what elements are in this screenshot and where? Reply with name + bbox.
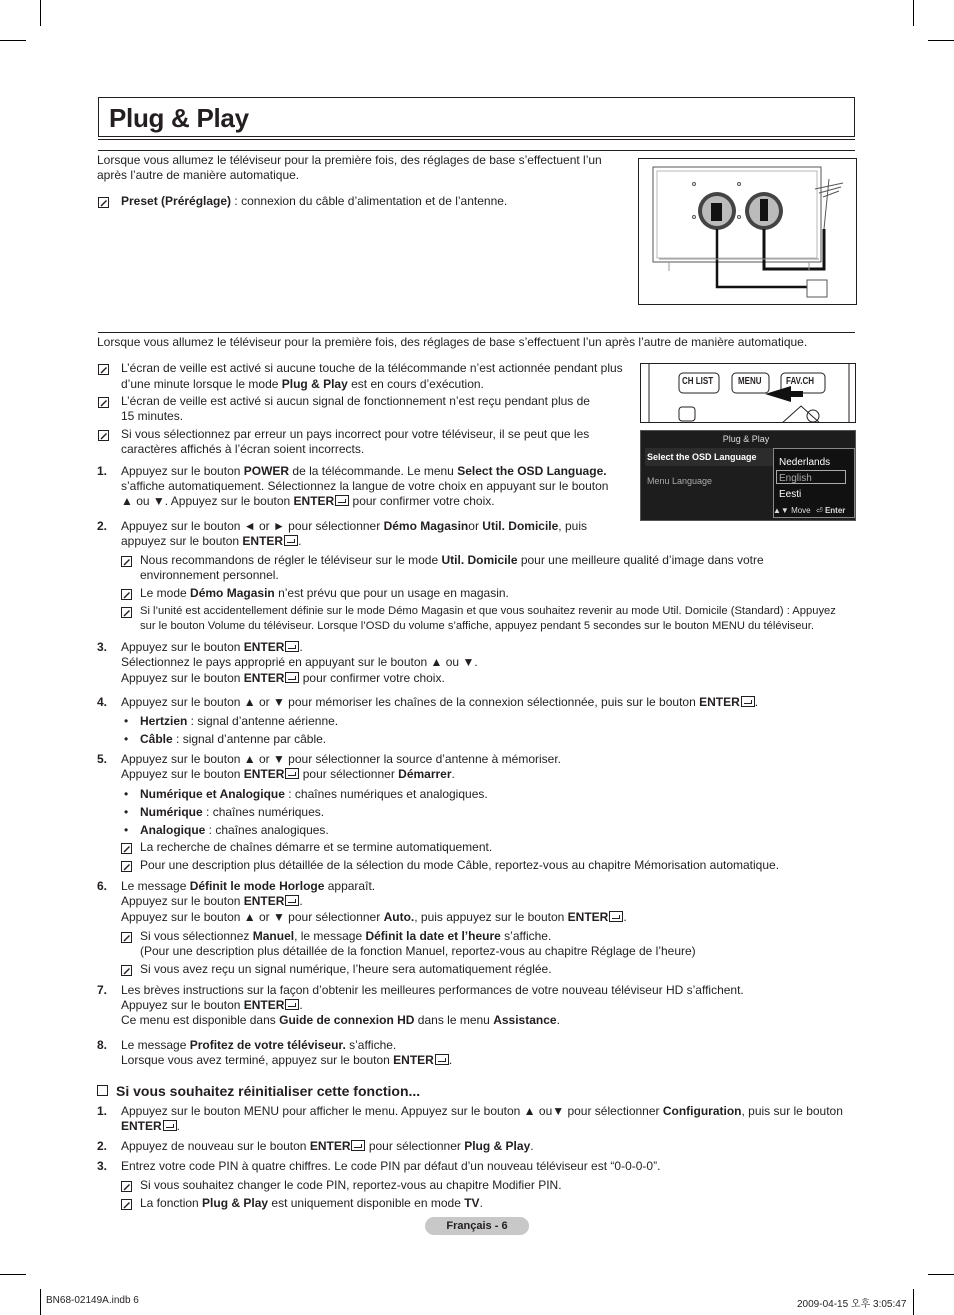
note-text: 15 minutes. [121,409,184,423]
step-text: ENTER . [121,1119,181,1133]
step-number: 5. [97,752,108,766]
note-text: Si l’unité est accidentellement définie sur le mode Démo Magasin et que vous souhaitez revenir au mode Util. Domicile (Standard) : Appuyez [140,605,836,617]
fav-ch-button: FAV.CH [786,376,815,387]
note-text: Nous recommandons de régler le téléviseur sur le mode Util. Domicile pour une meilleure qualité d’image dans votre [140,553,764,567]
note-icon [121,843,132,854]
step-number: 4. [97,695,108,709]
note-icon [121,965,132,976]
note-text: La fonction Plug & Play est uniquement disponible en mode TV. [140,1196,483,1210]
step-number: 1. [97,1104,108,1118]
enter-icon [741,696,755,707]
print-date-label: 2009-04-15 오후 3:05:47 [797,1299,907,1310]
osd-label: Select the OSD Language [647,452,757,462]
page-title-box [98,97,855,137]
step-text: Entrez votre code PIN à quatre chiffres. Le code PIN par défaut d’un nouveau téléviseur est “0-0-0-0”. [121,1159,661,1173]
page-title: Plug & Play [109,103,249,133]
step-text: Appuyez sur le bouton ENTER . [121,640,303,654]
enter-icon [285,895,299,906]
step-text: Le message Profitez de votre téléviseur. s’affiche. [121,1038,397,1052]
note-text: L’écran de veille est activé si aucune touche de la télécommande n’est actionnée pendant plus [121,361,623,375]
enter-icon [285,999,299,1010]
enter-icon [285,768,299,779]
step-text: Sélectionnez le pays approprié en appuyant sur le bouton ▲ ou ▼. [121,655,478,669]
step-number: 3. [97,640,108,654]
divider [98,139,855,140]
osd-title: Plug & Play [722,434,770,444]
note-text: sur le bouton Volume du téléviseur. Lorsque l’OSD du volume s’affiche, appuyez pendant 5 secondes sur le bouton MENU du téléviseur. [140,620,814,632]
bullet-text: Numérique : chaînes numériques. [140,805,325,819]
osd-option: Eesti [779,489,802,500]
osd-enter-hint: ⏎ Enter [816,506,846,515]
bullet-text: Numérique et Analogique : chaînes numériques et analogiques. [140,787,488,801]
osd-option: Nederlands [779,457,831,468]
intro-line: Lorsque vous allumez le téléviseur pour la première fois, des réglages de base s’effectuent l’un [97,153,602,167]
bullet-dot: • [124,805,129,819]
step-text: Appuyez sur le bouton ENTER pour sélectionner Démarrer. [121,767,455,781]
step-text: Appuyez sur le bouton ▲ or ▼ pour sélectionner la source d’antenne à mémoriser. [121,752,561,766]
step-number: 1. [97,464,108,478]
note-icon [98,364,109,375]
section-intro: Lorsque vous allumez le téléviseur pour la première fois, des réglages de base s’effectuent l’un après l’autre de manière automatique. [97,335,808,349]
bullet-text: Câble : signal d’antenne par câble. [140,732,327,746]
bullet-dot: • [124,714,129,728]
step-text: Appuyez sur le bouton POWER de la télécommande. Le menu Select the OSD Language. [121,464,607,478]
crop-mark [0,1274,26,1275]
crop-mark [913,0,914,26]
checkbox-icon [97,1085,108,1096]
crop-mark [0,40,26,41]
note-icon [121,861,132,872]
bullet-dot: • [124,823,129,837]
section-heading: Si vous souhaitez réinitialiser cette fonction... [97,1083,420,1099]
note-text: Si vous avez reçu un signal numérique, l’heure sera automatiquement réglée. [140,962,552,976]
note-icon [121,1181,132,1192]
step-text: Lorsque vous avez terminé, appuyez sur le bouton ENTER . [121,1053,453,1067]
enter-icon [335,495,349,506]
enter-icon [285,672,299,683]
step-text: Appuyez sur le bouton ◄ or ► pour sélectionner Démo Magasinor Util. Domicile, puis [121,519,587,533]
preset-note: Preset (Préréglage) : connexion du câble d’alimentation et de l’antenne. [121,194,508,208]
divider [98,332,855,333]
note-icon [98,430,109,441]
enter-icon [609,911,623,922]
osd-move-hint: ▲▼ Move [773,506,811,515]
note-text: caractères affichés à l’écran soient incorrects. [121,442,365,456]
note-text: (Pour une description plus détaillée de la fonction Manuel, reportez-vous au chapitre Réglage de l’heure) [140,944,696,958]
note-text: Pour une description plus détaillée de la sélection du mode Câble, reportez-vous au chapitre Mémorisation automatique. [140,858,780,872]
step-number: 3. [97,1159,108,1173]
step-text: Appuyez sur le bouton ▲ or ▼ pour sélectionner Auto., puis appuyez sur le bouton ENTER . [121,910,627,924]
note-icon [121,932,132,943]
crop-mark [913,1289,914,1315]
enter-icon [285,641,299,652]
note-text: Si vous sélectionnez Manuel, le message Définit la date et l’heure s’affiche. [140,929,552,943]
step-text: s’affiche automatiquement. Sélectionnez la langue de votre choix en appuyant sur le bouton [121,479,609,493]
step-number: 6. [97,879,108,893]
step-number: 7. [97,983,108,997]
step-text: Appuyez sur le bouton ▲ or ▼ pour mémoriser les chaînes de la connexion sélectionnée, puis sur le bouton ENTER . [121,695,759,709]
note-text: Si vous souhaitez changer le code PIN, reportez-vous au chapitre Modifier PIN. [140,1178,562,1192]
ch-list-button: CH LIST [682,376,714,387]
remote-illustration [640,363,856,423]
note-icon [98,397,109,408]
step-number: 2. [97,519,108,533]
step-text: Ce menu est disponible dans Guide de connexion HD dans le menu Assistance. [121,1013,560,1027]
crop-mark [928,40,954,41]
step-text: Appuyez de nouveau sur le bouton ENTER pour sélectionner Plug & Play. [121,1139,534,1153]
note-icon [98,197,109,208]
note-text: environnement personnel. [140,568,279,582]
print-file-label: BN68-02149A.indb 6 [46,1295,139,1306]
divider [98,150,855,151]
enter-icon [284,535,298,546]
bullet-text: Hertzien : signal d’antenne aérienne. [140,714,339,728]
enter-icon [435,1054,449,1065]
crop-mark [40,1289,41,1315]
page-number-label: Français - 6 [425,1217,529,1235]
crop-mark [40,0,41,26]
note-text: La recherche de chaînes démarre et se termine automatiquement. [140,840,493,854]
bullet-dot: • [124,787,129,801]
bullet-text: Analogique : chaînes analogiques. [140,823,329,837]
step-number: 2. [97,1139,108,1153]
intro-line: après l’autre de manière automatique. [97,168,300,182]
osd-plug-play-screen [640,430,856,521]
tv-connection-illustration [638,158,857,305]
step-number: 8. [97,1038,108,1052]
step-text: Appuyez sur le bouton ENTER . [121,998,303,1012]
note-icon [121,607,132,618]
osd-option-selected: English [779,473,812,484]
osd-label: Menu Language [647,476,713,486]
note-text: Le mode Démo Magasin n’est prévu que pour un usage en magasin. [140,586,509,600]
note-icon [121,589,132,600]
note-text: Si vous sélectionnez par erreur un pays incorrect pour votre téléviseur, il se peut que les [121,427,590,441]
menu-button: MENU [738,376,762,387]
enter-icon [351,1140,365,1151]
crop-mark [928,1274,954,1275]
note-text: d’une minute lorsque le mode Plug & Play est en cours d’exécution. [121,377,484,391]
note-text: L’écran de veille est activé si aucun signal de fonctionnement n’est reçu pendant plus de [121,394,590,408]
step-text: Les brèves instructions sur la façon d’obtenir les meilleures performances de votre nouveau téléviseur HD s’affichent. [121,983,744,997]
step-text: appuyez sur le bouton ENTER . [121,534,302,548]
step-text: Appuyez sur le bouton ENTER pour confirmer votre choix. [121,671,445,685]
bullet-dot: • [124,732,129,746]
note-icon [121,1199,132,1210]
step-text: Appuyez sur le bouton ENTER . [121,894,303,908]
step-text: Le message Définit le mode Horloge apparaît. [121,879,376,893]
step-text: Appuyez sur le bouton MENU pour afficher le menu. Appuyez sur le bouton ▲ ou▼ pour sélectionner Configuration, puis sur le bouton [121,1104,843,1118]
enter-icon [163,1120,177,1131]
step-text: ▲ ou ▼. Appuyez sur le bouton ENTER pour confirmer votre choix. [121,494,495,508]
note-icon [121,556,132,567]
